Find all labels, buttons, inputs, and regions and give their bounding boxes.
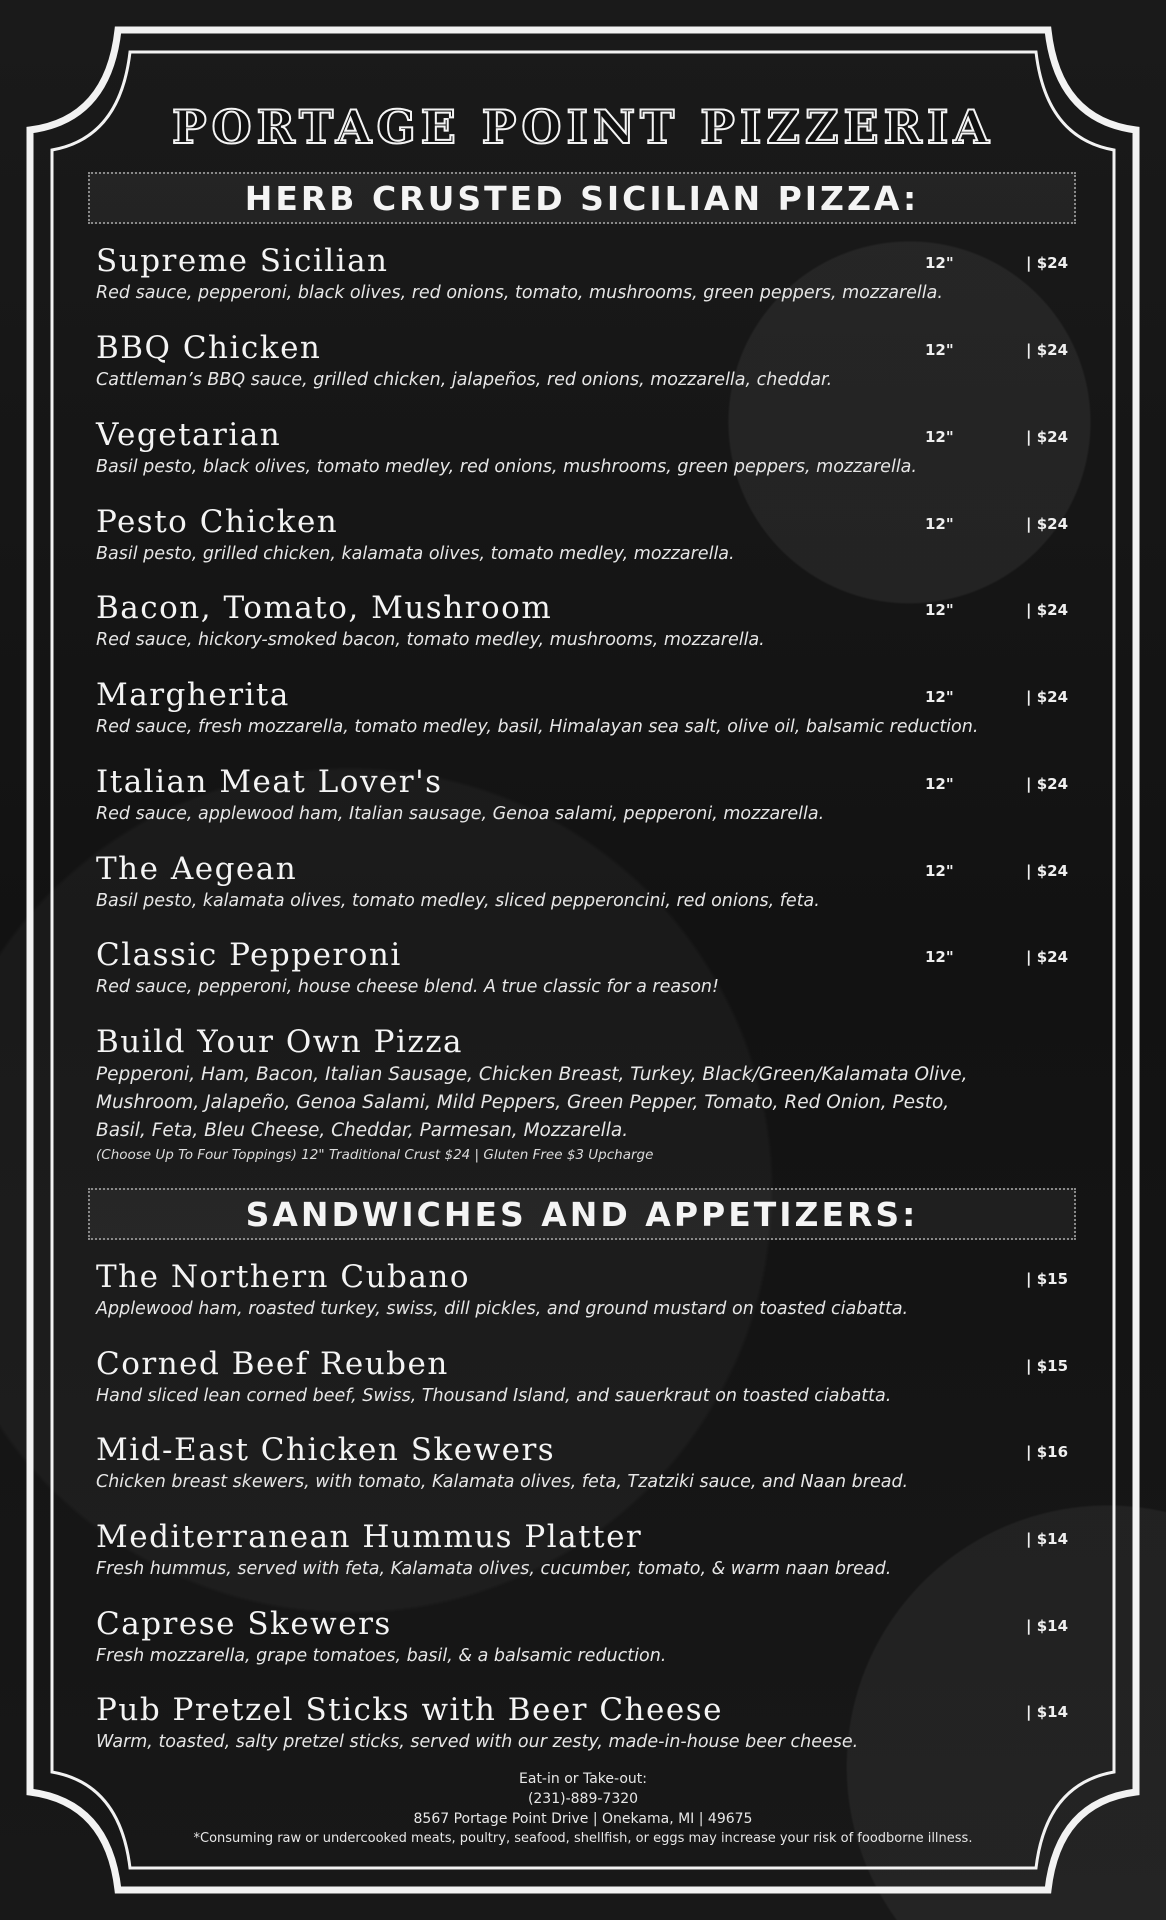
sandwich-section-heading: SANDWICHES AND APPETIZERS: xyxy=(245,1194,919,1234)
item-description: Basil pesto, black olives, tomato medley, red onions, mushrooms, green peppers, mozzarella. xyxy=(96,457,917,477)
item-price: | $24 xyxy=(1026,775,1069,793)
menu-item xyxy=(96,763,1071,827)
sandwich-section-header xyxy=(88,1188,1076,1240)
item-size: 12" xyxy=(925,254,954,272)
item-size: 12" xyxy=(925,428,954,446)
item-description: Red sauce, fresh mozzarella, tomato medley, basil, Himalayan sea salt, olive oil, balsamic reduction. xyxy=(96,717,979,737)
item-price: | $14 xyxy=(1026,1617,1069,1635)
item-name: Supreme Sicilian xyxy=(96,243,389,279)
item-size: 12" xyxy=(925,775,954,793)
address: 8567 Portage Point Drive | Onekama, MI | 49675 xyxy=(413,1811,753,1827)
menu-item xyxy=(96,416,1071,480)
item-size: 12" xyxy=(925,688,954,706)
menu-item xyxy=(96,1691,1071,1755)
item-size: 12" xyxy=(925,948,954,966)
item-price: | $24 xyxy=(1026,254,1069,272)
item-price: | $24 xyxy=(1026,515,1069,533)
menu-item xyxy=(96,242,1071,306)
item-price: | $16 xyxy=(1026,1443,1069,1461)
item-name: Build Your Own Pizza xyxy=(96,1024,464,1060)
item-description: Hand sliced lean corned beef, Swiss, Thousand Island, and sauerkraut on toasted ciabatta. xyxy=(96,1386,892,1406)
item-description: Applewood ham, roasted turkey, swiss, dill pickles, and ground mustard on toasted ciabatta. xyxy=(96,1299,909,1319)
item-price: | $24 xyxy=(1026,428,1069,446)
item-price: | $24 xyxy=(1026,601,1069,619)
item-name: Italian Meat Lover's xyxy=(96,764,443,800)
menu-footer xyxy=(0,1769,1166,1849)
item-name: Classic Pepperoni xyxy=(96,937,402,973)
build-your-own-item xyxy=(96,1023,1071,1165)
topping-list: Pepperoni, Ham, Bacon, Italian Sausage, Chicken Breast, Turkey, Black/Green/Kalamata Olive, Mushroom, Jalapeño, Genoa Salami, Mild Peppers, Green Pepper, Tomato, Red Onion, Pesto, Basil, Feta, Bleu Cheese, Cheddar, Parmesan, Mozzarella. xyxy=(96,1064,968,1141)
item-size: 12" xyxy=(925,341,954,359)
item-description: Fresh mozzarella, grape tomatoes, basil, & a balsamic reduction. xyxy=(96,1646,667,1666)
item-price: | $14 xyxy=(1026,1530,1069,1548)
item-name: Corned Beef Reuben xyxy=(96,1346,449,1382)
menu-item xyxy=(96,1431,1071,1495)
menu-item xyxy=(96,1345,1071,1409)
item-name: Pub Pretzel Sticks with Beer Cheese xyxy=(96,1692,723,1728)
menu-item xyxy=(96,1518,1071,1582)
menu-item xyxy=(96,1605,1071,1669)
item-description: Chicken breast skewers, with tomato, Kalamata olives, feta, Tzatziki sauce, and Naan bread. xyxy=(96,1472,909,1492)
food-safety-disclaimer: *Consuming raw or undercooked meats, poultry, seafood, shellfish, or eggs may increase your risk of foodborne illness. xyxy=(193,1831,973,1846)
item-description: Fresh hummus, served with feta, Kalamata olives, cucumber, tomato, & warm naan bread. xyxy=(96,1559,892,1579)
item-name: Bacon, Tomato, Mushroom xyxy=(96,590,553,626)
item-description: Red sauce, applewood ham, Italian sausage, Genoa salami, pepperoni, mozzarella. xyxy=(96,804,825,824)
item-name: Margherita xyxy=(96,677,290,713)
item-description: Warm, toasted, salty pretzel sticks, served with our zesty, made-in-house beer cheese. xyxy=(96,1732,859,1752)
item-price: | $24 xyxy=(1026,341,1069,359)
item-description: Basil pesto, kalamata olives, tomato medley, sliced pepperoncini, red onions, feta. xyxy=(96,891,820,911)
menu-item xyxy=(96,850,1071,914)
item-name: The Aegean xyxy=(96,851,298,887)
menu-item xyxy=(96,676,1071,740)
item-price: | $15 xyxy=(1026,1357,1069,1375)
restaurant-title: PORTAGE POINT PIZZERIA xyxy=(171,100,995,154)
item-name: BBQ Chicken xyxy=(96,330,322,366)
item-name: Pesto Chicken xyxy=(96,504,339,540)
menu-item xyxy=(96,936,1071,1000)
item-name: The Northern Cubano xyxy=(96,1259,470,1295)
item-description: Red sauce, hickory-smoked bacon, tomato medley, mushrooms, mozzarella. xyxy=(96,630,765,650)
pizza-section-header xyxy=(88,172,1076,224)
item-price: | $15 xyxy=(1026,1270,1069,1288)
pizza-section-heading: HERB CRUSTED SICILIAN PIZZA: xyxy=(244,178,920,218)
build-your-own-note: (Choose Up To Four Toppings) 12" Traditional Crust $24 | Gluten Free $3 Upcharge xyxy=(96,1147,654,1163)
menu-item xyxy=(96,503,1071,567)
menu-item xyxy=(96,1258,1071,1322)
item-description: Red sauce, pepperoni, house cheese blend. A true classic for a reason! xyxy=(96,977,720,997)
service-type: Eat-in or Take-out: xyxy=(519,1771,647,1787)
item-name: Caprese Skewers xyxy=(96,1606,392,1642)
item-name: Vegetarian xyxy=(96,417,282,453)
phone-number: (231)-889-7320 xyxy=(527,1791,639,1807)
item-description: Cattleman’s BBQ sauce, grilled chicken, jalapeños, red onions, mozzarella, cheddar. xyxy=(96,370,833,390)
item-name: Mid-East Chicken Skewers xyxy=(96,1432,556,1468)
item-price: | $14 xyxy=(1026,1703,1069,1721)
item-description: Red sauce, pepperoni, black olives, red onions, tomato, mushrooms, green peppers, mozzarella. xyxy=(96,283,943,303)
menu-item xyxy=(96,329,1071,393)
item-price: | $24 xyxy=(1026,948,1069,966)
item-name: Mediterranean Hummus Platter xyxy=(96,1519,643,1555)
item-size: 12" xyxy=(925,601,954,619)
item-price: | $24 xyxy=(1026,862,1069,880)
item-description: Basil pesto, grilled chicken, kalamata olives, tomato medley, mozzarella. xyxy=(96,544,735,564)
item-size: 12" xyxy=(925,862,954,880)
menu-item xyxy=(96,589,1071,653)
item-price: | $24 xyxy=(1026,688,1069,706)
item-size: 12" xyxy=(925,515,954,533)
